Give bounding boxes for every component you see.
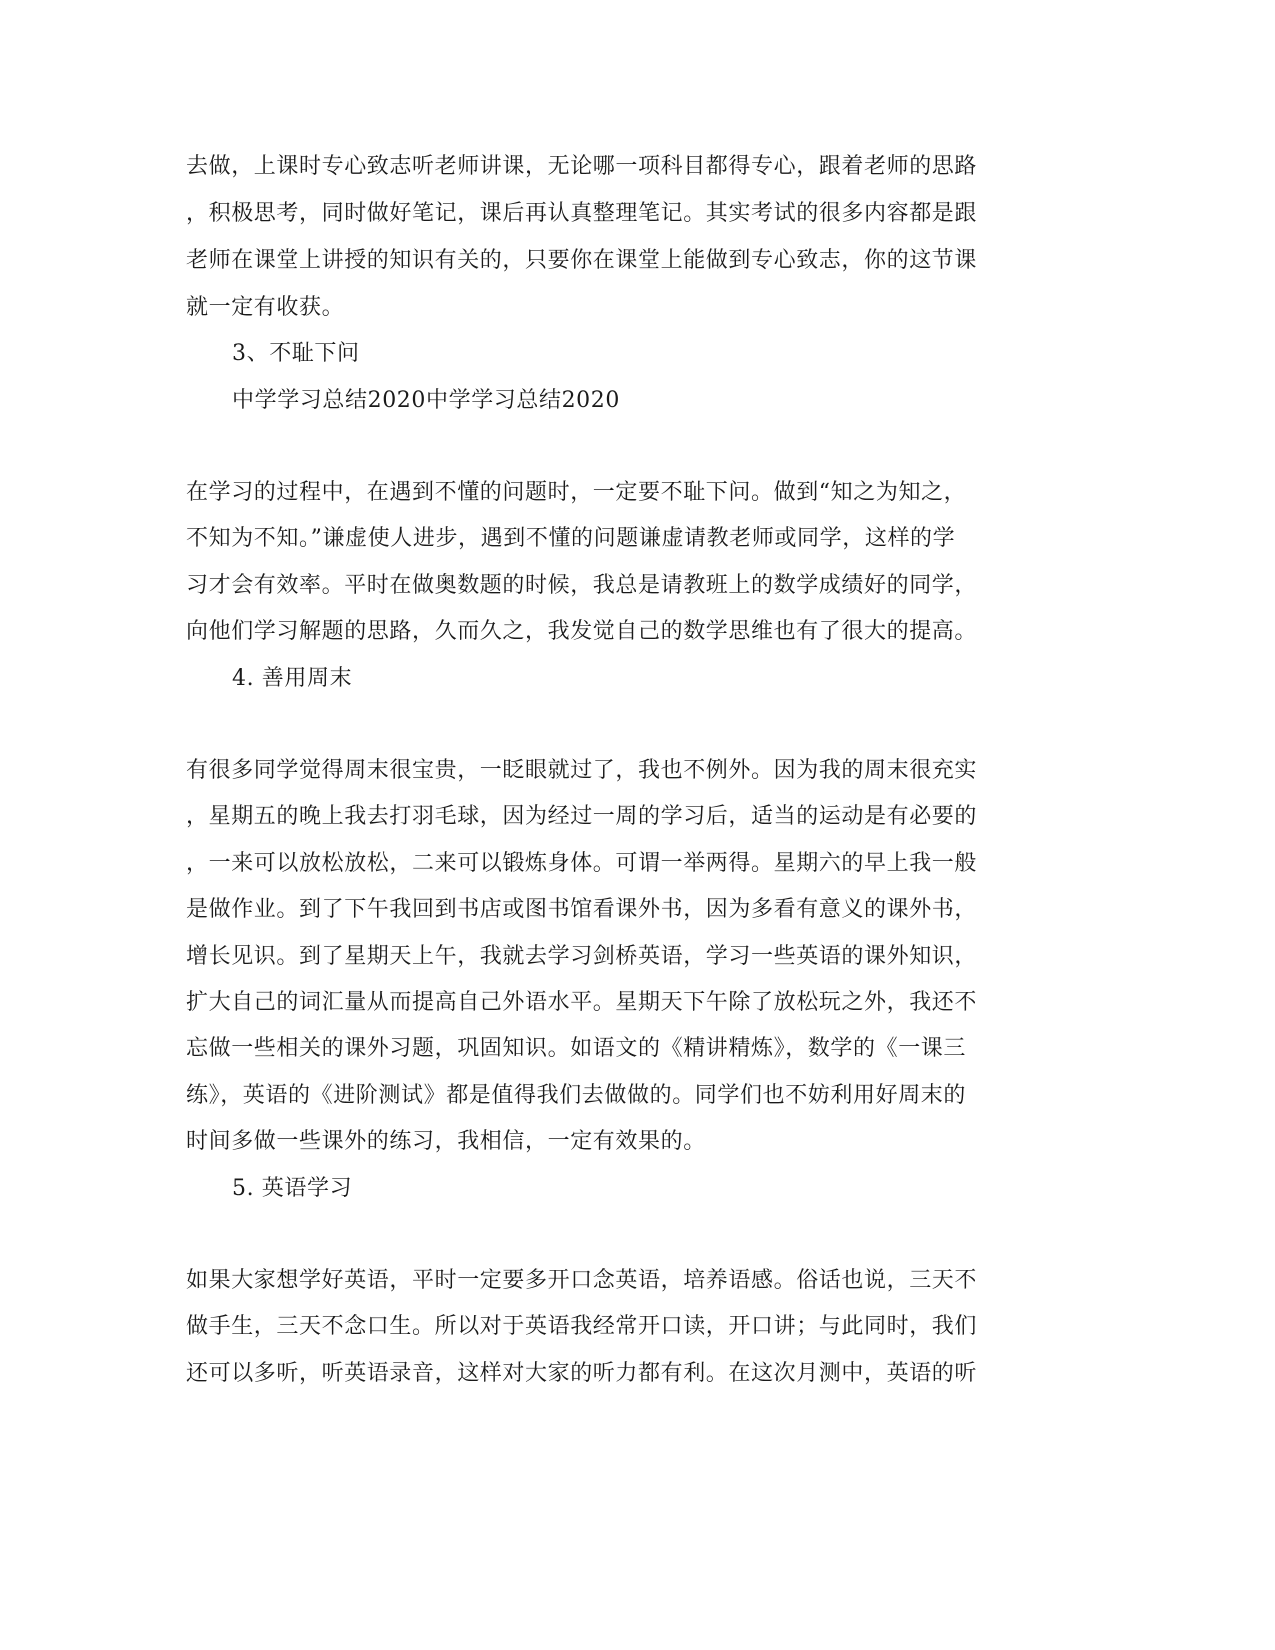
section-heading-5: 5. 英语学习	[232, 1176, 353, 1201]
paragraph-line: ，星期五的晚上我去打羽毛球，因为经过一周的学习后，适当的运动是有必要的	[186, 804, 978, 829]
paragraph-line: 增长见识。到了星期天上午，我就去学习剑桥英语，学习一些英语的课外知识，	[186, 944, 978, 969]
paragraph-line: 扩大自己的词汇量从而提高自己外语水平。星期天下午除了放松玩之外，我还不	[186, 990, 978, 1015]
paragraph-line: ，一来可以放松放松，二来可以锻炼身体。可谓一举两得。星期六的早上我一般	[186, 851, 978, 876]
paragraph-line: ，积极思考，同时做好笔记，课后再认真整理笔记。其实考试的很多内容都是跟	[186, 201, 978, 226]
paragraph-line: 向他们学习解题的思路，久而久之，我发觉自己的数学思维也有了很大的提高。	[186, 619, 978, 644]
paragraph-line: 练》，英语的《进阶测试》都是值得我们去做做的。同学们也不妨利用好周末的	[186, 1083, 967, 1108]
paragraph-line: 在学习的过程中，在遇到不懂的问题时，一定要不耻下问。做到“知之为知之，	[186, 480, 967, 505]
section-heading-4: 4. 善用周末	[232, 666, 353, 691]
repeated-title: 中学学习总结2020中学学习总结2020	[232, 388, 620, 413]
paragraph-line: 如果大家想学好英语，平时一定要多开口念英语，培养语感。俗话也说，三天不	[186, 1268, 978, 1293]
paragraph-line: 有很多同学觉得周末很宝贵，一眨眼就过了，我也不例外。因为我的周末很充实	[186, 758, 978, 783]
section-heading-3: 3、不耻下问	[232, 341, 360, 366]
paragraph-line: 去做，上课时专心致志听老师讲课，无论哪一项科目都得专心，跟着老师的思路	[186, 154, 978, 179]
paragraph-line: 还可以多听，听英语录音，这样对大家的听力都有利。在这次月测中，英语的听	[186, 1361, 978, 1386]
paragraph-line: 不知为不知。”谦虚使人进步，遇到不懂的问题谦虚请教老师或同学，这样的学	[186, 526, 956, 551]
paragraph-line: 习才会有效率。平时在做奥数题的时候，我总是请教班上的数学成绩好的同学，	[186, 573, 978, 598]
paragraph-line: 就一定有收获。	[186, 295, 345, 320]
paragraph-line: 时间多做一些课外的练习，我相信，一定有效果的。	[186, 1129, 706, 1154]
paragraph-line: 忘做一些相关的课外习题，巩固知识。如语文的《精讲精炼》，数学的《一课三	[186, 1036, 967, 1061]
paragraph-line: 做手生，三天不念口生。所以对于英语我经常开口读，开口讲；与此同时，我们	[186, 1314, 978, 1339]
paragraph-line: 是做作业。到了下午我回到书店或图书馆看课外书，因为多看有意义的课外书，	[186, 897, 978, 922]
paragraph-line: 老师在课堂上讲授的知识有关的，只要你在课堂上能做到专心致志，你的这节课	[186, 248, 978, 273]
